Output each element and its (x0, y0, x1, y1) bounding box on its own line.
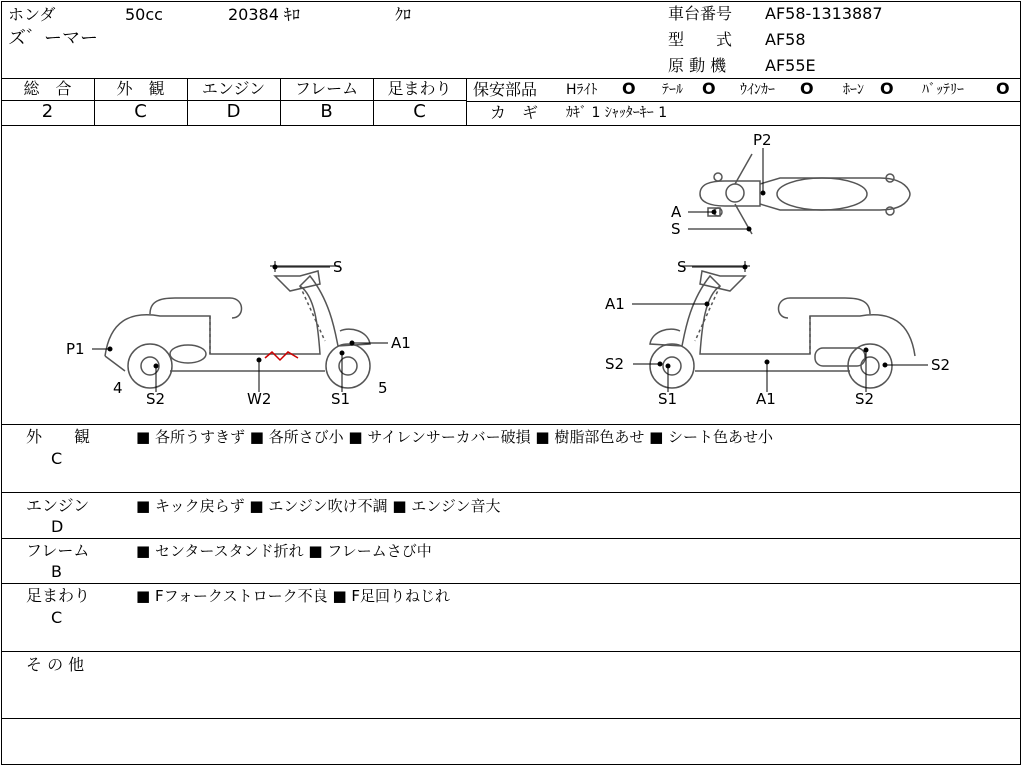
remark-frame-grade: B (51, 562, 62, 581)
remark-suspension-label: 足まわり (26, 586, 91, 605)
chassis-value: AF58-1313887 (765, 4, 883, 23)
grade-suspension-value: C (413, 101, 426, 122)
scooter-left-icon (105, 261, 370, 388)
grade-exterior-value: C (134, 101, 147, 122)
diag-right-a1-bottom: A1 (756, 390, 776, 408)
diag-right-s2-rear: S2 (931, 356, 951, 374)
diag-right-s2-bottom: S2 (855, 390, 875, 408)
diag-left-4: 4 (113, 379, 123, 397)
diag-left-s2: S2 (146, 390, 166, 408)
diag-right-s: S (677, 258, 687, 276)
safety-horn: ﾎｰﾝ (843, 82, 864, 98)
keys-label: カ ギ (490, 103, 539, 122)
mileage: 20384 ｷﾛ (228, 5, 300, 24)
displacement: 50cc (125, 5, 163, 24)
safety-headlight: Hﾗｲﾄ (566, 82, 598, 98)
remark-suspension-text: ■ Fフォークストローク不良 ■ F足回りねじれ (136, 587, 451, 605)
type-value: AF58 (765, 30, 806, 49)
diag-right-s1: S1 (658, 390, 678, 408)
diag-left-p1: P1 (66, 340, 85, 358)
scooter-right-icon (650, 261, 915, 388)
model-name: ズ゛ーマー (8, 28, 98, 49)
remark-suspension-grade: C (51, 608, 63, 627)
keys-value: ｶｷﾞ 1 ｼｬｯﾀｰｷｰ 1 (566, 105, 668, 121)
safety-battery: ﾊﾞｯﾃﾘｰ (922, 82, 964, 98)
remark-exterior-text: ■ 各所うすきず ■ 各所さび小 ■ サイレンサーカバー破損 ■ 樹脂部色あせ ■ シート色あせ小 (136, 428, 774, 446)
remark-exterior-label: 外 観 (26, 427, 91, 446)
engine-label: 原 動 機 (668, 56, 727, 75)
scooter-top-icon (700, 154, 910, 234)
remark-frame-text: ■ センタースタンド折れ ■ フレームさび中 (136, 542, 432, 560)
grade-engine-label: エンジン (201, 79, 266, 98)
safety-winker-mark: O (800, 79, 814, 98)
maker: ホンダ (8, 5, 56, 24)
diag-left-s1: S1 (331, 390, 351, 408)
diag-left-w2: W2 (247, 390, 272, 408)
damage-diagram (0, 126, 1022, 424)
diag-top-p2: P2 (753, 131, 772, 149)
grade-frame-value: B (320, 101, 333, 122)
grade-suspension-label: 足まわり (387, 79, 452, 98)
remark-exterior-grade: C (51, 449, 63, 468)
remark-frame-label: フレーム (26, 541, 90, 560)
safety-tail: ﾃｰﾙ (662, 82, 683, 98)
diag-left-5: 5 (378, 379, 388, 397)
safety-label: 保安部品 (473, 80, 538, 99)
diag-right-a1: A1 (605, 295, 625, 313)
grade-frame-label: フレーム (294, 79, 359, 98)
diag-right-s2-front: S2 (605, 355, 625, 373)
safety-horn-mark: O (880, 79, 894, 98)
diag-left-s: S (333, 258, 343, 276)
diag-left-a1: A1 (391, 334, 411, 352)
safety-winker: ｳｲﾝｶｰ (740, 82, 775, 98)
diag-top-a: A (671, 203, 682, 221)
grade-engine-value: D (226, 101, 241, 122)
safety-tail-mark: O (702, 79, 716, 98)
diag-top-s: S (671, 220, 681, 238)
remark-other-label: そ の 他 (26, 655, 85, 674)
damage-mark-icon (265, 352, 298, 360)
grade-exterior-label: 外 観 (116, 79, 165, 98)
chassis-label: 車台番号 (668, 4, 733, 23)
safety-mid-line (467, 101, 1021, 102)
safety-battery-mark: O (996, 79, 1010, 98)
safety-headlight-mark: O (622, 79, 636, 98)
remark-engine-text: ■ キック戻らず ■ エンジン吹け不調 ■ エンジン音大 (136, 497, 501, 515)
remark-engine-label: エンジン (26, 496, 90, 515)
engine-value: AF55E (765, 56, 816, 75)
grade-overall-label: 総 合 (23, 79, 72, 98)
grade-overall-value: 2 (41, 101, 54, 122)
type-label: 型 式 (668, 30, 733, 49)
remark-engine-grade: D (51, 517, 64, 536)
color: ｸﾛ (395, 5, 412, 24)
